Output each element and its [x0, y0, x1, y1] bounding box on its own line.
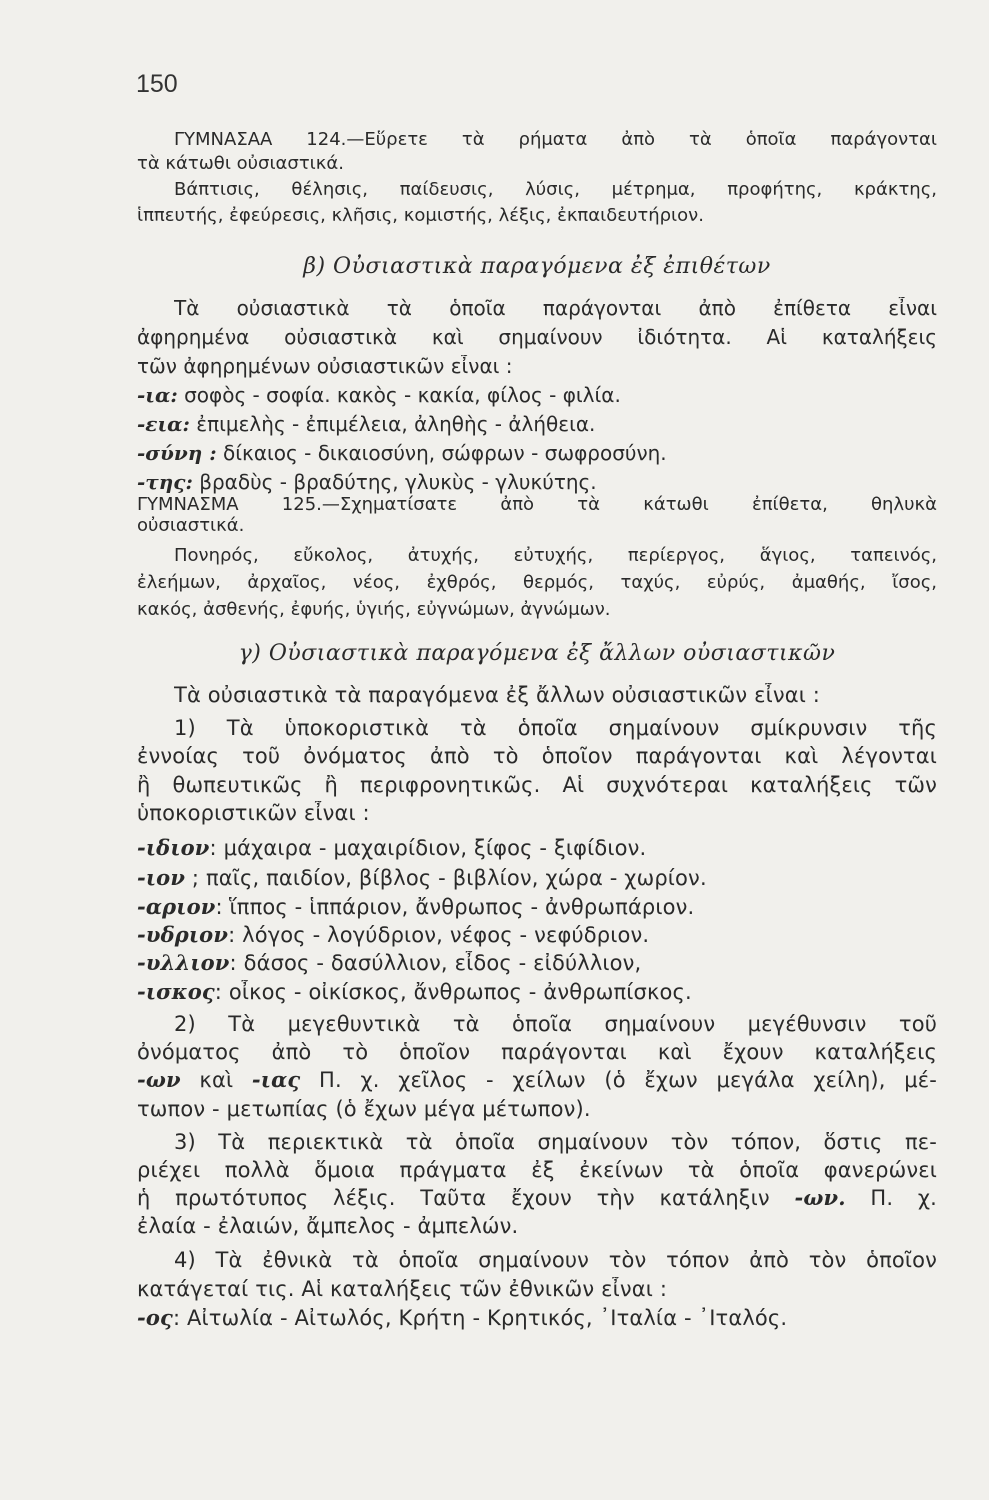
suffix-example-line: [137, 1306, 937, 1330]
suffix-label: -ων: [137, 1068, 181, 1092]
exercise-124-line: τὰ κάτωθι οὐσιαστικά.: [137, 154, 344, 174]
suffix-label: -υδριον: [137, 923, 229, 947]
suffix-example-line: [137, 836, 937, 860]
paragraph-text: Π. χ. χεῖλος - χείλων (ὁ ἔχων μεγάλα χείλη), μέ-: [300, 1068, 937, 1092]
paragraph-line: [137, 1068, 937, 1092]
suffix-example-line: [137, 384, 937, 407]
suffix-examples: ; παῖς, παιδίον, βίβλος - βιβλίον, χώρα - χωρίον.: [185, 866, 707, 890]
paragraph-line: ριέχει πολλὰ ὅμοια πράγματα ἐξ ἐκείνων τὰ ὁποῖα φανερώνει: [137, 1158, 937, 1182]
suffix-label: -εια:: [137, 413, 190, 436]
suffix-label: -ος: [137, 1306, 173, 1330]
paragraph-line: Τὰ οὐσιαστικὰ τὰ ὁποῖα παράγονται ἀπὸ ἐπίθετα εἶναι: [174, 297, 937, 320]
paragraph-line: ἐννοίας τοῦ ὀνόματος ἀπὸ τὸ ὁποῖον παράγονται καὶ λέγονται: [137, 744, 937, 768]
paragraph-line: τωπον - μετωπίας (ὁ ἔχων μέγα μέτωπον).: [137, 1097, 591, 1121]
paragraph-line: 4) Τὰ ἐθνικὰ τὰ ὁποῖα σημαίνουν τὸν τόπον ἀπὸ τὸν ὁποῖον: [174, 1248, 937, 1272]
section-heading-g: γ) Οὐσιαστικὰ παραγόμενα ἐξ ἄλλων οὐσιαστικῶν: [238, 641, 836, 666]
exercise-125-words: κακός, ἀσθενής, ἐφυής, ὑγιής, εὐγνώμων, ἀγνώμων.: [137, 600, 611, 620]
suffix-label: -ιδιον: [137, 836, 210, 860]
suffix-label: -της:: [137, 471, 193, 494]
paragraph-line: Τὰ οὐσιαστικὰ τὰ παραγόμενα ἐξ ἄλλων οὐσιαστικῶν εἶναι :: [174, 683, 821, 707]
suffix-examples: : Αἰτωλία - Αἰτωλός, Κρήτη - Κρητικός, ᾿Ιταλία - ᾿Ιταλός.: [172, 1306, 788, 1330]
paragraph-line: ὀνόματος ἀπὸ τὸ ὁποῖον παράγονται καὶ ἔχουν καταλήξεις: [137, 1040, 937, 1064]
exercise-125-line: ΓΥΜΝΑΣΜΑ 125.—Σχηματίσατε ἀπὸ τὰ κάτωθι ἐπίθετα, θηλυκὰ: [137, 495, 937, 515]
suffix-label: -αριον: [137, 895, 216, 919]
suffix-example-line: [137, 895, 937, 919]
exercise-124-line: ΓΥΜΝΑΣΑΑ 124.—Εὕρετε τὰ ρήματα ἀπὸ τὰ ὁποῖα παράγονται: [174, 130, 937, 150]
paragraph-line: ἢ θωπευτικῶς ἢ περιφρονητικῶς. Αἱ συχνότεραι καταλήξεις τῶν: [137, 773, 937, 797]
suffix-example-line: [137, 866, 937, 890]
suffix-label: -υλλιον: [137, 951, 230, 975]
paragraph-text: καὶ: [180, 1068, 252, 1092]
paragraph-line: 3) Τὰ περιεκτικὰ τὰ ὁποῖα σημαίνουν τὸν τόπον, ὅστις πε-: [174, 1130, 937, 1154]
suffix-examples: : μάχαιρα - μαχαιρίδιον, ξίφος - ξιφίδιον.: [209, 836, 647, 860]
paragraph-line: 2) Τὰ μεγεθυντικὰ τὰ ὁποῖα σημαίνουν μεγέθυνσιν τοῦ: [174, 1012, 937, 1036]
suffix-examples: βραδὺς - βραδύτης, γλυκὺς - γλυκύτης.: [192, 471, 597, 494]
paragraph-line: [137, 1186, 937, 1210]
suffix-example-line: [137, 923, 937, 947]
paragraph-line: κατάγεταί τις. Αἱ καταλήξεις τῶν ἐθνικῶν εἶναι :: [137, 1277, 668, 1301]
paragraph-line: 1) Τὰ ὑποκοριστικὰ τὰ ὁποῖα σημαίνουν σμίκρυνσιν τῆς: [174, 716, 937, 740]
suffix-label: -ισκος: [137, 980, 215, 1004]
exercise-124-words: Βάπτισις, θέλησις, παίδευσις, λύσις, μέτρημα, προφήτης, κράκτης,: [174, 180, 937, 200]
paragraph-text: Π. χ.: [845, 1186, 937, 1210]
suffix-examples: : δάσος - δασύλλιον, εἶδος - εἰδύλλιον,: [229, 951, 642, 975]
suffix-label: -ια:: [137, 384, 178, 407]
exercise-125-words: ἐλεήμων, ἀρχαῖος, νέος, ἐχθρός, θερμός, ταχύς, εὐρύς, ἀμαθής, ἴσος,: [137, 573, 937, 593]
suffix-examples: ἐπιμελὴς - ἐπιμέλεια, ἀληθὴς - ἀλήθεια.: [189, 413, 596, 436]
paragraph-line: ὑποκοριστικῶν εἶναι :: [137, 801, 370, 825]
paragraph-line: ἀφηρημένα οὐσιαστικὰ καὶ σημαίνουν ἰδιότητα. Αἱ καταλήξεις: [137, 326, 937, 349]
suffix-label: -ιον: [137, 866, 186, 890]
suffix-label: -σύνη :: [137, 442, 217, 465]
page-number: 150: [136, 70, 178, 98]
exercise-124-words: ἱππευτής, ἐφεύρεσις, κλῆσις, κομιστής, λέξις, ἐκπαιδευτήριον.: [137, 206, 704, 226]
suffix-example-line: [137, 442, 937, 465]
exercise-125-words: Πονηρός, εὔκολος, ἀτυχής, εὐτυχής, περίεργος, ἅγιος, ταπεινός,: [174, 546, 937, 566]
suffix-label: -ιας: [251, 1068, 301, 1092]
suffix-example-line: [137, 471, 937, 494]
section-heading-b: β) Οὐσιαστικὰ παραγόμενα ἐξ ἐπιθέτων: [303, 254, 771, 279]
paragraph-text: ἡ πρωτότυπος λέξις. Ταῦτα ἔχουν τὴν κατάληξιν: [137, 1186, 795, 1210]
suffix-examples: δίκαιος - δικαιοσύνη, σώφρων - σωφροσύνη.: [216, 442, 667, 465]
suffix-example-line: [137, 951, 937, 975]
suffix-label: -ων.: [794, 1186, 846, 1210]
exercise-125-line: οὐσιαστικά.: [137, 516, 245, 536]
suffix-examples: σοφὸς - σοφία. κακὸς - κακία, φίλος - φιλία.: [177, 384, 621, 407]
suffix-examples: : ἵππος - ἱππάριον, ἄνθρωπος - ἀνθρωπάριον.: [215, 895, 695, 919]
suffix-examples: : λόγος - λογύδριον, νέφος - νεφύδριον.: [228, 923, 650, 947]
paragraph-line: τῶν ἀφηρημένων οὐσιαστικῶν εἶναι :: [137, 355, 513, 378]
suffix-examples: : οἶκος - οἰκίσκος, ἄνθρωπος - ἀνθρωπίσκος.: [214, 980, 692, 1004]
suffix-example-line: [137, 413, 937, 436]
suffix-example-line: [137, 980, 937, 1004]
paragraph-line: ἐλαία - ἐλαιών, ἄμπελος - ἀμπελών.: [137, 1214, 519, 1238]
